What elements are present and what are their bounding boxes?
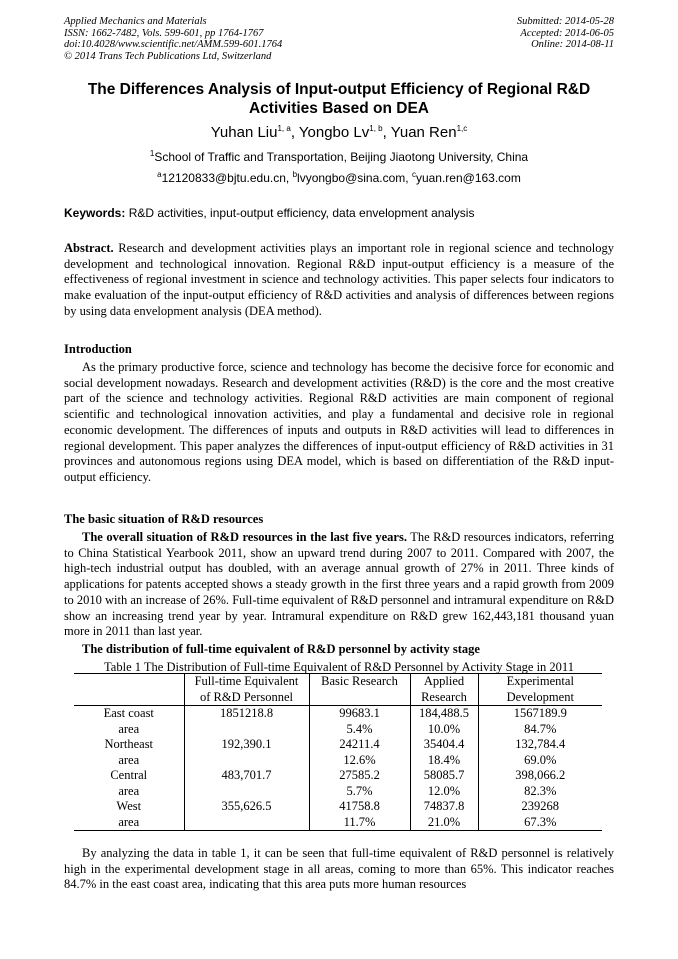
- author-sup: 1, b: [369, 124, 383, 133]
- cell-experimental: [478, 799, 602, 831]
- author-sup: 1,c: [456, 124, 468, 133]
- cell-line: 41758.8: [339, 799, 380, 813]
- journal-name: Applied Mechanics and Materials: [64, 16, 207, 27]
- basic-situation-lead: The overall situation of R&D resources in the last five years.: [82, 530, 407, 544]
- cell-line: 132,784.4: [515, 737, 566, 751]
- cell-line: 12.6%: [343, 752, 376, 767]
- cell-line: 69.0%: [524, 752, 557, 767]
- cell-experimental: [478, 737, 602, 768]
- cell-area: [74, 799, 184, 831]
- basic-situation-text: The R&D resources indicators, referring to China Statistical Yearbook 2011, show an upward trend during 2007 to 2011. Compared with 2007, the high-tech industrial output has doubled, with an average annual growth of 27% in 2011. Three kinds of applications for patents accepted shows a steady growth in the first three years and a rapid growth from 2009 to 2010 with an increase of 26%. Full-time equivalent of R&D personnel and intramural expenditure on R&D show an increasing trend year by year. Intramural expenditure on R&D grew 162,443,181 thousand yuan more in 2011 than last year.: [64, 530, 615, 639]
- table-header-basic: [309, 674, 410, 706]
- cell-experimental: [478, 768, 602, 799]
- email-sup: c: [411, 170, 416, 179]
- header-line: of R&D Personnel: [199, 689, 294, 704]
- journal-issn: ISSN: 1662-7482, Vols. 599-601, pp 1764-1767: [64, 27, 264, 39]
- table-row: [74, 768, 602, 799]
- cell-line: 18.4%: [427, 752, 461, 767]
- cell-line: 1851218.8: [219, 706, 274, 720]
- email-link[interactable]: 12120833@bjtu.edu.cn: [161, 171, 286, 185]
- table-caption: Table 1 The Distribution of Full-time Equivalent of R&D Personnel by Activity Stage in 2011: [104, 660, 574, 674]
- submitted-date: Submitted: 2014-05-28: [516, 16, 614, 27]
- cell-line: 483,701.7: [221, 768, 272, 782]
- abstract-label: Abstract.: [64, 241, 114, 255]
- cell-line: 35404.4: [423, 737, 465, 751]
- accepted-date: Accepted: 2014-06-05: [520, 27, 614, 39]
- introduction-paragraph: As the primary productive force, science and technology has become the decisive force for economic and social development nowadays. Research and development activities (R&D) is the core and the most creative part of the science and technology activities. Regional R&D activities are main component of regional scientific and technological innovation activities, and play a fundamental and decisive role in regional economic development. The differences of inputs and outputs in R&D activities will lead to differences in regional development. This paper analyzes the differences of input-output efficiency of R&D activities in 31 provinces and autonomous regions using DEA model, which is based on differentiation of the R&D input-output efficiency.: [64, 360, 614, 484]
- table-row: [74, 737, 602, 768]
- header-line: Research: [421, 689, 467, 704]
- header-line: Development: [506, 689, 574, 704]
- table-row: [74, 799, 602, 831]
- cell-applied: [410, 737, 478, 768]
- abstract-text: Research and development activities plays an important role in regional science and technology development and technological innovation. Regional R&D input-output efficiency is a measure of the effectiveness of regional investment in science and technology activities. This paper selects four indicators to make evaluation of the input-output efficiency of R&D activities and analysis of differences between regions by using data envelopment analysis (DEA method).: [64, 241, 615, 318]
- author-name: Yuhan Liu: [210, 124, 278, 141]
- author-emails: $^a$12120833@bjtu.edu.cn, $^b$lvyongbo@sina.com, $^c$yuan.ren@163.com: [157, 170, 521, 185]
- cell-basic: [309, 768, 410, 799]
- author-name: Yongbo Lv: [298, 124, 370, 141]
- table-header-fte: [184, 674, 309, 706]
- basic-situation-paragraph: [64, 530, 614, 640]
- cell-applied: [410, 799, 478, 831]
- abstract: [64, 241, 614, 320]
- cell-line: Northeast: [104, 737, 154, 751]
- cell-area: [74, 737, 184, 768]
- cell-fte: [184, 768, 309, 799]
- data-table: [74, 673, 602, 831]
- cell-line: 99683.1: [339, 706, 380, 720]
- table-header-experimental: [478, 674, 602, 706]
- paper-title: The Differences Analysis of Input-output Efficiency of Regional R&D Activities Based on DEA: [87, 81, 591, 117]
- cell-applied: [410, 768, 478, 799]
- online-date: Online: 2014-08-11: [531, 39, 614, 50]
- cell-area: [74, 706, 184, 738]
- cell-applied: [410, 706, 478, 738]
- cell-line: 84.7%: [524, 721, 557, 736]
- keywords-label: Keywords:: [64, 206, 126, 220]
- section-heading-introduction: Introduction: [64, 342, 132, 356]
- cell-fte: [184, 737, 309, 768]
- cell-line: 82.3%: [524, 783, 557, 798]
- cell-line: 21.0%: [427, 814, 461, 829]
- cell-line: 192,390.1: [221, 737, 272, 751]
- journal-doi: doi:10.4028/www.scientific.net/AMM.599-601.1764: [64, 39, 283, 50]
- table-row: [74, 706, 602, 738]
- journal-copyright: © 2014 Trans Tech Publications Ltd, Switzerland: [64, 50, 272, 62]
- cell-line: 58085.7: [423, 768, 465, 782]
- affiliation-sup: 1: [149, 149, 155, 158]
- cell-line: West: [116, 799, 142, 813]
- cell-line: 355,626.5: [221, 799, 272, 813]
- cell-line: area: [118, 752, 140, 767]
- cell-line: 239268: [521, 799, 559, 813]
- cell-line: East coast: [103, 706, 154, 720]
- table-header-area: [74, 674, 184, 706]
- cell-line: 398,066.2: [515, 768, 566, 782]
- cell-fte: [184, 799, 309, 831]
- cell-basic: [309, 737, 410, 768]
- email-sup: a: [157, 170, 162, 179]
- cell-fte: [184, 706, 309, 738]
- header-line: Experimental: [506, 674, 574, 688]
- keywords-text: R&D activities, input-output efficiency, data envelopment analysis: [128, 206, 475, 220]
- cell-line: area: [118, 783, 140, 798]
- cell-line: 24211.4: [339, 737, 380, 751]
- table-header-applied: [410, 674, 478, 706]
- affiliation-text: School of Traffic and Transportation, Beijing Jiaotong University, China: [154, 150, 529, 164]
- cell-basic: [309, 799, 410, 831]
- cell-line: 184,488.5: [419, 706, 469, 720]
- analysis-paragraph: By analyzing the data in table 1, it can be seen that full-time equivalent of R&D personnel is relatively high in the experimental development stage in all areas, coming to more than 65%. This indicator reaches 84.7% in the east coast area, indicating that this area puts more human resources: [64, 846, 614, 892]
- table-header-row: [74, 674, 602, 706]
- email-sup: b: [292, 170, 298, 179]
- header-line: Basic Research: [321, 674, 398, 688]
- cell-line: 12.0%: [427, 783, 461, 798]
- cell-line: area: [118, 721, 140, 736]
- email-link[interactable]: lvyongbo@sina.com: [297, 171, 406, 185]
- cell-line: Central: [110, 768, 148, 782]
- cell-line: 74837.8: [423, 799, 465, 813]
- section-heading-basic-situation: The basic situation of R&D resources: [64, 512, 264, 526]
- author-list: Yuhan Liu$^{1, a}$, Yongbo Lv$^{1, b}$, Yuan Ren$^{1,c}$: [210, 124, 468, 141]
- header-line: Full-time Equivalent: [194, 674, 299, 688]
- header-line: Applied: [423, 674, 465, 688]
- cell-line: 11.7%: [343, 814, 376, 829]
- cell-line: area: [118, 814, 140, 829]
- journal-info: [64, 16, 282, 62]
- cell-experimental: [478, 706, 602, 738]
- cell-line: 67.3%: [524, 814, 557, 829]
- cell-line: 1567189.9: [513, 706, 567, 720]
- author-name: Yuan Ren: [390, 124, 457, 141]
- email-link[interactable]: yuan.ren@163.com: [415, 171, 521, 185]
- keywords: [64, 206, 614, 220]
- cell-area: [74, 768, 184, 799]
- cell-line: 5.7%: [346, 783, 373, 798]
- submission-dates: [517, 16, 614, 51]
- cell-line: 27585.2: [339, 768, 380, 782]
- cell-basic: [309, 706, 410, 738]
- author-sup: 1, a: [277, 124, 291, 133]
- cell-line: 5.4%: [346, 721, 373, 736]
- cell-line: 10.0%: [427, 721, 461, 736]
- subsection-heading-distribution: The distribution of full-time equivalent of R&D personnel by activity stage: [82, 642, 480, 656]
- affiliation: [64, 150, 614, 164]
